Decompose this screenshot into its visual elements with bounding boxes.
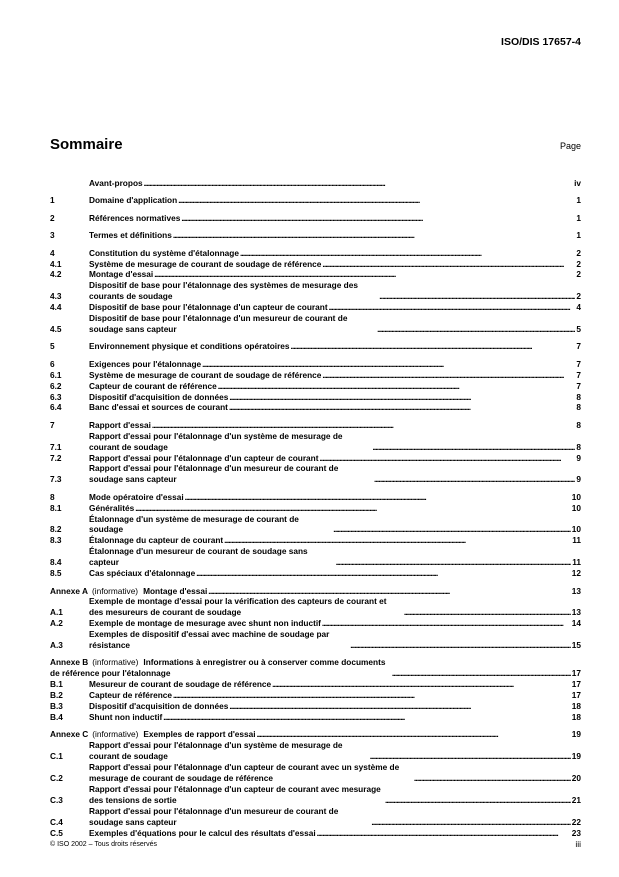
toc-entry[interactable] [50,230,581,241]
toc-page-number: 10 [571,524,581,535]
toc-page-number: 5 [576,323,581,334]
toc-entry-number: 8 [50,491,55,502]
toc-entry[interactable] [50,492,581,503]
toc-entry-title: Avant-propos [89,178,143,188]
toc-entry-title: Dispositif de base pour l'étalonnage d'un capteur de courant [89,302,328,313]
toc-entry[interactable] [50,280,581,302]
toc-entry-title: Exemple de montage de mesurage avec shunt non inductif [89,618,321,629]
toc-page-number: 17 [571,668,581,679]
toc-entry[interactable] [50,370,581,381]
toc-entry-number: 8.2 [50,524,62,535]
toc-entry-number: 6.1 [50,369,62,380]
toc-entry[interactable] [50,546,581,568]
toc-page-number: 21 [571,794,581,805]
toc-entry[interactable] [50,729,581,740]
toc-entry-title: Capteur de référence [89,690,173,701]
toc-annex-label: Annexe B [50,657,89,668]
toc-entry[interactable] [50,248,581,259]
toc-dot-leader [336,557,571,568]
toc-entry-title: Exemples de rapport d'essai [143,729,256,740]
toc-entry-title: Domaine d'application [89,195,178,206]
toc-page-number: 12 [571,568,581,579]
toc-page-number: 8 [576,419,581,430]
toc-page-number: 22 [571,816,581,827]
toc-entry-title: Étalonnage d'un mesureur de courant de soudage sans capteur [89,546,308,568]
toc-entry-title: Montage d'essai [89,269,154,280]
toc-entry[interactable] [50,596,581,618]
toc-page-number: 15 [571,640,581,651]
toc-dot-leader [229,402,575,413]
toc-page-number: 14 [571,618,581,629]
page-title: Sommaire [50,136,123,153]
toc-page-number: 7 [576,369,581,380]
toc-entry[interactable] [50,420,581,431]
toc-dot-leader [181,213,575,224]
toc-entry[interactable] [50,313,581,335]
title-row [50,136,581,153]
toc-entry-number: C.1 [50,751,63,762]
toc-entry-title: Termes et définitions [89,230,172,241]
toc-entry[interactable] [50,213,581,224]
toc-page-number: 13 [571,607,581,618]
toc-dot-leader [322,618,571,629]
toc-entry-number: 4 [50,247,55,258]
toc-page-number: 13 [571,585,581,596]
toc-dot-leader [350,640,571,651]
toc-page-number: 18 [571,701,581,712]
toc-entry[interactable] [50,302,581,313]
toc-entry-title: Cas spéciaux d'étalonnage [89,568,196,579]
toc-page-number: 19 [571,751,581,762]
toc-entry-title: Exemples d'équations pour le calcul des résultats d'essai [89,827,316,838]
toc-entry-title: Rapport d'essai [89,419,151,430]
toc-entry[interactable] [50,381,581,392]
toc-entry[interactable] [50,341,581,352]
page-column-label: Page [559,141,581,151]
toc-dot-leader [414,773,571,784]
toc-page-number: 19 [571,729,581,740]
toc-page-number: 10 [571,502,581,513]
toc-dot-leader [208,586,570,597]
toc-dot-leader [385,795,571,806]
toc-annex-label: Annexe C [50,729,89,740]
toc-entry[interactable] [50,679,581,690]
toc-dot-leader [152,420,575,431]
toc-entry[interactable] [50,762,581,784]
toc-entry-title: Constitution du système d'étalonnage [89,247,239,258]
toc-entry-number: C.3 [50,794,63,805]
toc-entry-title: Rapport d'essai pour l'étalonnage d'un système de mesurage de courant de soudage [89,430,343,452]
toc-entry-number: 8.5 [50,568,62,579]
toc-entry[interactable] [50,712,581,723]
footer-page-number: iii [575,839,581,849]
toc-entry-number: C.5 [50,827,63,838]
toc-entry-title: Exigences pour l'étalonnage [89,358,202,369]
toc-page-number: 4 [576,302,581,313]
toc-page-number: 7 [576,341,581,352]
toc-entry-title: Environnement physique et conditions opératoires [89,341,290,352]
toc-page-number: 8 [576,402,581,413]
toc-entry[interactable] [50,359,581,370]
toc-entry[interactable] [50,618,581,629]
toc-entry[interactable] [50,740,581,762]
toc-dot-leader [154,269,575,280]
toc-entry[interactable] [50,784,581,806]
toc-page-number: 10 [571,491,581,502]
toc-page-number: 1 [576,212,581,223]
toc-page-number: 17 [571,690,581,701]
toc-entry[interactable] [50,586,581,597]
toc-page-number: 9 [576,452,581,463]
toc-dot-leader [379,291,575,302]
toc-page-number: 9 [576,474,581,485]
toc-dot-leader [377,324,575,335]
toc-dot-leader [229,392,575,403]
toc-entry-number: 8.1 [50,502,62,513]
toc-page-number: 11 [572,557,581,568]
toc-page-number: 20 [571,773,581,783]
toc-page-number: 17 [571,679,581,690]
toc-dot-leader [224,535,571,546]
toc-entry[interactable] [50,828,581,839]
toc-entry-number: 5 [50,341,55,352]
toc-entry-title: Shunt non inductif [89,711,163,722]
toc-entry-title: Exemples de dispositif d'essai avec machine de soudage par résistance [89,629,330,651]
toc-entry-number: 4.5 [50,323,62,334]
toc-entry-number: B.3 [50,701,63,712]
toc-entry-number: 4.2 [50,269,62,280]
toc-dot-leader [272,679,571,690]
toc-page-number: 2 [576,258,581,269]
toc-entry[interactable] [50,535,581,546]
toc-entry-number: 7.3 [50,474,62,485]
toc-entry[interactable] [50,453,581,464]
toc-entry-number: A.3 [50,640,63,651]
toc-entry-title: Système de mesurage de courant de soudage de référence [89,369,322,380]
toc-annex-informative: (informative) [92,657,139,668]
toc-entry-number: 4.1 [50,258,62,269]
toc-page-number: 1 [576,195,581,206]
toc-dot-leader [392,668,571,679]
toc-entry-number: 1 [50,195,55,206]
toc-dot-leader [178,195,575,206]
toc-dot-leader [218,381,576,392]
toc-entry-title: Dispositif d'acquisition de données [89,391,229,402]
toc-entry-title: Généralités [89,502,135,513]
toc-dot-leader [370,751,571,762]
toc-entry[interactable] [50,259,581,270]
toc-entry-title: Système de mesurage de courant de soudage de référence [89,258,322,269]
toc-dot-leader [229,701,570,712]
toc-dot-leader [320,453,576,464]
document-reference: ISO/DIS 17657-4 [501,36,581,48]
toc-entry-number: 7.2 [50,452,62,463]
toc-entry[interactable] [50,690,581,701]
toc-dot-leader [135,503,571,514]
toc-entry-title: Étalonnage du capteur de courant [89,535,224,546]
toc-dot-leader [185,492,571,503]
toc-page-number: 7 [576,358,581,369]
toc-page-number: 23 [571,827,581,838]
toc-entry-title: Capteur de courant de référence [89,380,217,391]
toc-entry-number: 6.3 [50,391,62,402]
toc-entry-title: Rapport d'essai pour l'étalonnage d'un capteur de courant [89,452,319,463]
toc-annex-informative: (informative) [92,729,139,740]
toc-dot-leader [374,474,575,485]
toc-dot-leader [404,607,571,618]
toc-page-number: 8 [576,441,581,452]
toc-page-number: 2 [576,291,581,302]
toc-entry-number: B.2 [50,690,63,701]
toc-entry-title: Rapport d'essai pour l'étalonnage d'un capteur de courant avec un système de mesurage de courant de soudage de référence [89,762,400,783]
toc-entry-title: Montage d'essai [143,585,208,596]
table-of-contents [50,178,581,838]
toc-dot-leader [329,302,576,313]
toc-entry[interactable] [50,806,581,828]
footer-copyright: © ISO 2002 – Tous droits réservés [50,841,157,848]
toc-dot-leader [202,359,575,370]
toc-entry-number: 8.3 [50,535,62,546]
toc-dot-leader [257,729,571,740]
toc-entry-title: Mode opératoire d'essai [89,491,184,502]
toc-page-number: 2 [576,269,581,280]
toc-entry[interactable] [50,392,581,403]
toc-entry-title: Rapport d'essai pour l'étalonnage d'un mesureur de courant de soudage sans capteur [89,805,339,827]
toc-entry-title: Références normatives [89,212,181,223]
toc-dot-leader [322,259,575,270]
toc-entry-number: 6 [50,358,55,369]
toc-dot-leader [240,248,575,259]
toc-page-number: 1 [576,230,581,241]
toc-page-number: 2 [576,247,581,258]
toc-entry[interactable] [50,503,581,514]
toc-entry-number: A.1 [50,607,63,618]
toc-dot-leader [333,524,570,535]
toc-entry-number: A.2 [50,618,63,629]
toc-dot-leader [144,178,573,189]
toc-annex-informative: (informative) [91,585,139,596]
toc-page-number: iv [574,178,581,188]
toc-entry-title: Informations à enregistrer ou à conserver comme documents de référence pour l'étalonnage [50,657,386,679]
toc-dot-leader [322,370,575,381]
toc-entry-number: 7 [50,419,55,430]
toc-dot-leader [372,442,575,453]
toc-entry-number: 6.2 [50,380,62,391]
toc-entry[interactable] [50,195,581,206]
toc-entry-number: C.4 [50,816,63,827]
toc-entry[interactable] [50,269,581,280]
toc-entry-number: 2 [50,212,55,223]
toc-entry-number: B.4 [50,711,63,722]
toc-entry-number: 3 [50,230,55,241]
toc-entry-number: C.2 [50,773,63,783]
toc-entry[interactable] [50,701,581,712]
toc-entry-title: Étalonnage d'un système de mesurage de courant de soudage [89,513,299,535]
toc-entry[interactable] [50,402,581,413]
toc-entry-title: Exemple de montage d'essai pour la vérification des capteurs de courant et des mesureurs de courant de soudage [89,596,387,618]
toc-entry-title: Dispositif de base pour l'étalonnage des systèmes de mesurage des courants de soudage [89,280,358,302]
toc-entry-number: 4.4 [50,302,62,313]
toc-entry[interactable] [50,178,581,189]
toc-entry-number: B.1 [50,679,63,690]
toc-entry-number: 8.4 [50,557,62,568]
toc-page-number: 8 [576,391,581,402]
toc-entry-title: Mesureur de courant de soudage de référence [89,679,272,690]
toc-annex-label: Annexe A [50,585,88,596]
toc-entry-title: Banc d'essai et sources de courant [89,402,228,413]
toc-dot-leader [291,341,576,352]
toc-entry[interactable] [50,514,581,536]
toc-dot-leader [163,712,570,723]
toc-entry-number: 4.3 [50,291,62,302]
toc-entry-title: Rapport d'essai pour l'étalonnage d'un mesureur de courant de soudage sans capteur [89,463,339,485]
toc-entry[interactable] [50,568,581,579]
toc-page-number: 18 [571,711,581,722]
toc-entry[interactable] [50,629,581,651]
toc-entry-title: Dispositif de base pour l'étalonnage d'un mesureur de courant de soudage sans capteur [89,313,348,334]
toc-entry-number: 6.4 [50,402,62,413]
toc-entry-title: Rapport d'essai pour l'étalonnage d'un système de mesurage de courant de soudage [89,740,343,762]
toc-page-number: 7 [576,380,581,391]
toc-page-number: 11 [572,535,581,546]
toc-entry-number: 7.1 [50,441,62,452]
toc-entry-title: Dispositif d'acquisition de données [89,701,229,712]
toc-dot-leader [371,817,570,828]
toc-entry[interactable] [50,463,581,485]
toc-dot-leader [196,568,571,579]
toc-dot-leader [173,230,576,241]
toc-entry-title: Rapport d'essai pour l'étalonnage d'un capteur de courant avec mesurage des tensions de sortie [89,783,381,805]
toc-entry[interactable] [50,657,581,679]
toc-dot-leader [317,828,571,839]
toc-entry[interactable] [50,431,581,453]
toc-dot-leader [173,690,571,701]
